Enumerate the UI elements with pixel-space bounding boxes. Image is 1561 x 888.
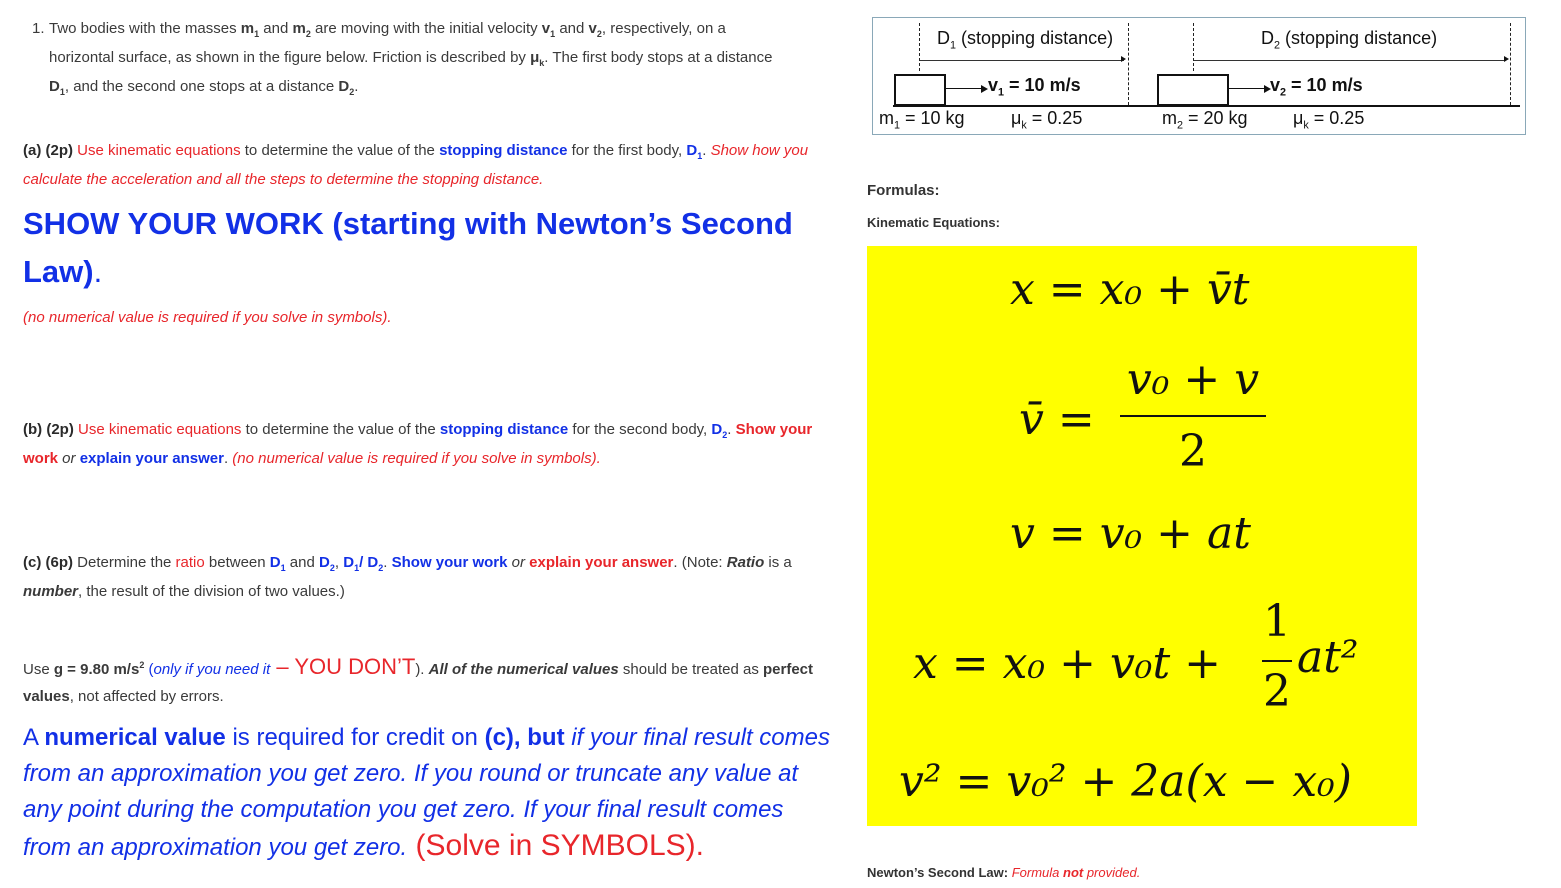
part-b [23, 418, 833, 471]
b: numerical value [44, 724, 226, 751]
d2-dimension-line [1194, 60, 1506, 61]
text: and [285, 554, 320, 571]
fraction-bar [1120, 415, 1266, 417]
d2-left-boundary [1193, 23, 1194, 71]
text: only if you need it [153, 661, 271, 678]
text: for the first body, [567, 142, 687, 159]
text: = 0.25 [1026, 108, 1083, 128]
text: m [879, 108, 894, 128]
text: , and the second one stops at a distance [64, 78, 339, 95]
use-kinematic: Use kinematic equations [77, 142, 241, 159]
text: . [223, 450, 233, 467]
d1-symbol: D [269, 554, 281, 571]
text: = 10 m/s [1004, 75, 1081, 95]
sub: 1 [998, 86, 1005, 99]
text: , not affected by errors. [69, 688, 224, 705]
sub: 2 [305, 29, 311, 39]
text: – [270, 654, 295, 679]
equation-position-half-num: 1 [1263, 596, 1291, 647]
text: is a [764, 554, 792, 571]
text: . The first body stops at a distance [544, 49, 773, 66]
newton-second-law-note [867, 865, 1140, 880]
text: v [1270, 75, 1281, 95]
fraction-bar [1262, 660, 1292, 662]
show-your-work: Show your work [23, 421, 813, 467]
text: , [334, 554, 344, 571]
explain-your-answer: explain your answer [529, 554, 674, 571]
text: Two bodies with the masses [49, 20, 241, 37]
sub: 2 [1274, 39, 1281, 52]
b: perfect values [23, 661, 814, 705]
text: . [727, 421, 736, 438]
text: ( [144, 661, 154, 678]
text: m [1162, 108, 1177, 128]
d2-symbol: D [338, 78, 350, 95]
sub: 2 [596, 29, 602, 39]
sub: 2 [1280, 86, 1287, 99]
text: . [93, 254, 103, 289]
v2-arrow-shaft [1228, 88, 1266, 89]
d1-dimension-line [920, 60, 1124, 61]
text: is required for credit on [225, 724, 485, 751]
show-your-work: Show your work [391, 554, 508, 571]
d2-symbol: D [711, 421, 723, 438]
d2-dimension-arrow [1504, 56, 1509, 62]
text: are moving with the initial velocity [310, 20, 542, 37]
kinematic-equations-label: Kinematic Equations: [867, 215, 1000, 230]
problem-statement [32, 17, 832, 104]
equation-velocity-squared: v² = v₀² + 2a(x − x₀) [899, 756, 1352, 807]
stopping-distance: stopping distance [439, 421, 569, 438]
text: and [259, 20, 293, 37]
part-c-label: (c) (6p) [23, 554, 73, 571]
d1-label [937, 28, 1113, 52]
text: All of the numerical values [428, 661, 619, 678]
v1-symbol: v [541, 20, 551, 37]
use-g-note [23, 652, 833, 710]
sup: 2 [139, 660, 145, 670]
explain-your-answer: explain your answer [79, 450, 224, 467]
mu1-label [1011, 108, 1082, 132]
show-your-work-heading [23, 200, 823, 296]
text: to determine the value of the [241, 421, 440, 438]
no-numeric-note: (no numerical value is required if you solve in symbols). [232, 450, 601, 467]
sub: 2 [722, 430, 728, 440]
text: Determine the [73, 554, 176, 571]
block-1 [894, 74, 946, 106]
equation-average-velocity-lhs: v̄ = [1019, 394, 1095, 445]
v1-label [988, 75, 1081, 99]
equation-velocity: v = v₀ + at [1010, 508, 1251, 559]
sub: 1 [354, 563, 360, 573]
mu-symbol: μ [530, 49, 540, 66]
b: (c), but [484, 724, 565, 751]
text: or [507, 554, 530, 571]
text: . [702, 142, 711, 159]
sub: 1 [550, 29, 556, 39]
no-numeric-note: (no numerical value is required if you solve in symbols). [23, 309, 392, 326]
text: Formula [1011, 865, 1063, 880]
d1-left-boundary [919, 23, 920, 71]
part-a-label: (a) (2p) [23, 142, 73, 159]
v1-arrow-head [981, 85, 988, 93]
sub: k [539, 58, 545, 68]
text: (stopping distance) [956, 28, 1114, 48]
d1-symbol: D [686, 142, 698, 159]
text: v [988, 75, 999, 95]
v2-label [1270, 75, 1363, 99]
equation-position-lhs: x = x₀ + v₀t + [913, 638, 1221, 689]
d2-label [1261, 28, 1437, 52]
m1-label [879, 108, 965, 132]
m1-symbol: m [240, 20, 255, 37]
text: . (Note: [673, 554, 727, 571]
text: not [1063, 865, 1084, 880]
d2-symbol: D [319, 554, 330, 571]
stopping-distance: stopping distance [439, 142, 568, 159]
text: = 10 m/s [1286, 75, 1363, 95]
sub: k [1021, 119, 1027, 132]
d1-dimension-arrow [1121, 56, 1126, 62]
formulas-label: Formulas: [867, 182, 940, 199]
problem-continuation [32, 46, 832, 104]
block-2 [1157, 74, 1229, 106]
sub: 2 [378, 563, 384, 573]
you-dont: YOU DON’T [294, 654, 416, 679]
equation-average-velocity-numerator: v₀ + v [1126, 354, 1260, 405]
sub: 1 [59, 87, 65, 97]
text: or [58, 450, 80, 467]
ratio-word: ratio [175, 554, 205, 571]
text: horizontal surface, as shown in the figure below. Friction is described by [49, 49, 531, 66]
text: and [555, 20, 589, 37]
text: D [1261, 28, 1274, 48]
text: ). [415, 661, 429, 678]
numerical-value-note [23, 720, 833, 866]
d1-right-boundary [1128, 23, 1129, 105]
text: (stopping distance) [1280, 28, 1438, 48]
text: = 10 kg [900, 108, 965, 128]
equation-average-velocity-denominator: 2 [1179, 426, 1207, 477]
m2-symbol: m [292, 20, 306, 37]
d1-symbol: D [49, 78, 60, 95]
show-how-note: Show how you calculate the acceleration and all the steps to determine the stopping distance. [23, 142, 809, 188]
v2-symbol: v [588, 20, 597, 37]
sub: 1 [950, 39, 957, 52]
part-b-label: (b) (2p) [23, 421, 74, 438]
equations-panel [867, 246, 1417, 826]
text: should be treated as [618, 661, 763, 678]
text: A [23, 724, 45, 751]
sub: 2 [329, 563, 335, 573]
text: SHOW YOUR WORK (starting with Newton’s Second Law) [23, 206, 793, 289]
text: Use [23, 661, 54, 678]
m2-label [1162, 108, 1248, 132]
solve-in-symbols: (Solve in SYMBOLS). [407, 829, 704, 862]
problem-figure [872, 17, 1526, 135]
sub: 2 [349, 87, 355, 97]
sub: k [1303, 119, 1309, 132]
equation-position-half-den: 2 [1263, 666, 1291, 717]
text: μ [1011, 108, 1022, 128]
text: between [204, 554, 270, 571]
mu2-label [1293, 108, 1364, 132]
d1-symbol: D [343, 554, 355, 571]
text: number [23, 583, 79, 600]
d2-right-boundary [1510, 23, 1511, 105]
text: , the result of the division of two values.) [78, 583, 345, 600]
b: / [359, 554, 368, 571]
text: = 0.25 [1308, 108, 1365, 128]
use-kinematic: Use kinematic equations [78, 421, 242, 438]
problem-number: 1. [32, 20, 45, 37]
text: . [383, 554, 392, 571]
text: , respectively, on a [601, 20, 726, 37]
g-value: g = 9.80 m/s [53, 661, 140, 678]
text: . [354, 78, 359, 95]
text: μ [1293, 108, 1304, 128]
text: provided. [1083, 865, 1141, 880]
sub: 2 [1177, 119, 1184, 132]
text: D [937, 28, 950, 48]
sub: 1 [254, 29, 260, 39]
sub: 1 [280, 563, 286, 573]
sub: 1 [697, 151, 703, 161]
part-c [23, 551, 833, 604]
equation-position-rhs: at² [1297, 632, 1359, 683]
d2-symbol: D [367, 554, 379, 571]
equation-position-average: x = x₀ + v̄t [1010, 264, 1250, 315]
text: = 20 kg [1183, 108, 1248, 128]
v1-arrow-shaft [945, 88, 983, 89]
sub: 1 [894, 119, 901, 132]
text: Newton’s Second Law: [867, 865, 1012, 880]
part-a [23, 139, 833, 192]
text: to determine the value of the [240, 142, 440, 159]
text: Ratio [726, 554, 765, 571]
text: for the second body, [568, 421, 712, 438]
text: if your final result comes from an approximation you get zero. If you round or truncate any value at any point during the computation you get zero. If your final result comes from an approximation you get zero. [23, 724, 830, 861]
